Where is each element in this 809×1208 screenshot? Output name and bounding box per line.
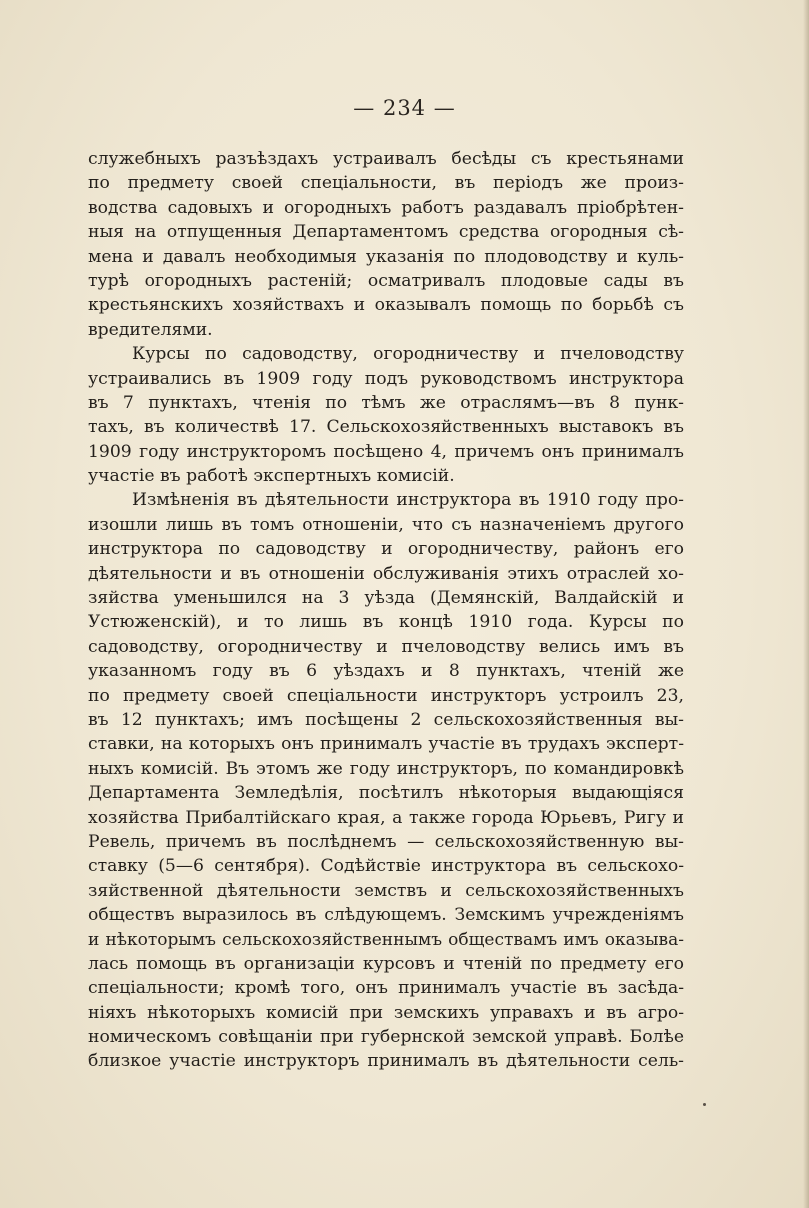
- text-line: ставки, на которыхъ онъ принималъ участіе въ трудахъ эксперт-: [88, 734, 684, 755]
- text-line: ставку (5—6 сентября). Содѣйствіе инструктора въ сельскохо-: [88, 856, 684, 877]
- text-line: ніяхъ нѣкоторыхъ комисій при земскихъ управахъ и въ агро-: [88, 1002, 684, 1023]
- text-line: Курсы по садоводству, огородничеству и пчеловодству: [132, 344, 684, 365]
- text-line: 1909 году инструкторомъ посѣщено 4, причемъ онъ принималъ: [88, 441, 684, 462]
- text-line: инструктора по садоводству и огородничеству, районъ его: [88, 539, 684, 560]
- ink-speck: [703, 1103, 706, 1106]
- text-line: спеціальности; кромѣ того, онъ принималъ участіе въ засѣда-: [88, 978, 684, 999]
- page-number: — 234 —: [353, 96, 456, 120]
- text-line: зяйственной дѣятельности земствъ и сельскохозяйственныхъ: [88, 880, 684, 901]
- text-line: обществъ выразилось въ слѣдующемъ. Земскимъ учрежденіямъ: [88, 905, 684, 926]
- text-line: указанномъ году въ 6 уѣздахъ и 8 пунктахъ, чтеній же: [88, 661, 684, 682]
- text-line: крестьянскихъ хозяйствахъ и оказывалъ помощь по борьбѣ съ: [88, 295, 684, 316]
- text-line: хозяйства Прибалтійскаго края, а также города Юрьевъ, Ригу и: [88, 807, 684, 828]
- text-line: номическомъ совѣщаніи при губернской земской управѣ. Болѣе: [88, 1027, 684, 1048]
- text-line: дѣятельности и въ отношеніи обслуживанія этихъ отраслей хо-: [88, 563, 684, 584]
- text-line: ныхъ комисій. Въ этомъ же году инструкторъ, по командировкѣ: [88, 758, 684, 779]
- text-line: мена и давалъ необходимыя указанія по плодоводству и куль-: [88, 246, 684, 267]
- text-line: участіе въ работѣ экспертныхъ комисій.: [88, 466, 455, 487]
- text-line: вредителями.: [88, 319, 213, 340]
- text-line: зяйства уменьшился на 3 уѣзда (Демянскій, Валдайскій и: [88, 588, 684, 609]
- text-line: ныя на отпущенныя Департаментомъ средства огородныя сѣ-: [88, 222, 684, 243]
- text-line: Ревель, причемъ въ послѣднемъ — сельскохозяйственную вы-: [88, 831, 684, 852]
- text-line: и нѣкоторымъ сельскохозяйственнымъ обществамъ имъ оказыва-: [88, 929, 684, 950]
- text-line: турѣ огородныхъ растеній; осматривалъ плодовые сады въ: [88, 270, 684, 291]
- text-line: Измѣненія въ дѣятельности инструктора въ 1910 году про-: [132, 490, 684, 511]
- text-line: изошли лишь въ томъ отношеніи, что съ назначеніемъ другого: [88, 514, 684, 535]
- text-line: Устюженскій), и то лишь въ концѣ 1910 года. Курсы по: [88, 612, 684, 633]
- text-line: по предмету своей спеціальности, въ періодъ же произ-: [88, 173, 684, 194]
- text-line: въ 7 пунктахъ, чтенія по тѣмъ же отраслямъ—въ 8 пунк-: [88, 392, 684, 413]
- text-line: тахъ, въ количествѣ 17. Сельскохозяйственныхъ выставокъ въ: [88, 417, 684, 438]
- text-line: близкое участіе инструкторъ принималъ въ дѣятельности сель-: [88, 1051, 684, 1072]
- text-line: лась помощь въ организаціи курсовъ и чтеній по предмету его: [88, 953, 684, 974]
- body-text: [88, 147, 684, 1074]
- text-line: по предмету своей спеціальности инструкторъ устроилъ 23,: [88, 685, 684, 706]
- text-line: устраивались въ 1909 году подъ руководствомъ инструктора: [88, 368, 684, 389]
- text-line: садоводству, огородничеству и пчеловодству велись имъ въ: [88, 636, 684, 657]
- text-line: въ 12 пунктахъ; имъ посѣщены 2 сельскохозяйственныя вы-: [88, 709, 684, 730]
- text-line: Департамента Земледѣлія, посѣтилъ нѣкоторыя выдающіяся: [88, 783, 684, 804]
- text-line: служебныхъ разъѣздахъ устраивалъ бесѣды съ крестьянами: [88, 149, 684, 169]
- text-line: водства садовыхъ и огородныхъ работъ раздавалъ пріобрѣтен-: [88, 197, 684, 218]
